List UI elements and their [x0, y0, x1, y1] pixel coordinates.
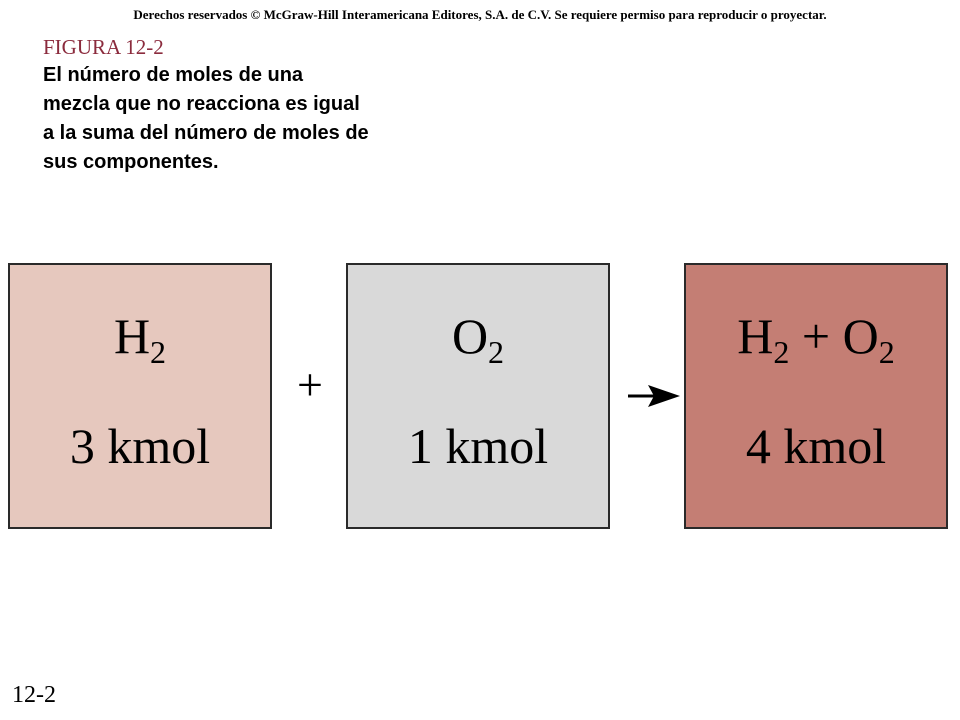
mixture-o-element: O	[842, 308, 879, 364]
figure-caption: El número de moles de una mezcla que no reacciona es igual a la suma del número de moles de sus componentes.	[43, 64, 369, 173]
figure-label: FIGURA 12-2	[43, 35, 164, 59]
mixture-formula	[686, 307, 946, 370]
mixture-amount: 4 kmol	[745, 418, 887, 474]
copyright-notice: Derechos reservados © McGraw-Hill Interamericana Editores, S.A. de C.V. Se requiere permiso para reproducir o proyectar.	[133, 7, 827, 22]
mixture-box	[684, 263, 948, 529]
h2-amount: 3 kmol	[69, 418, 211, 474]
mixture-o-subscript: 2	[878, 334, 895, 370]
o2-element: O	[451, 308, 489, 364]
mixture-h-subscript: 2	[773, 334, 790, 370]
h2-formula	[10, 307, 270, 370]
o2-box	[346, 263, 610, 529]
o2-formula	[348, 307, 608, 370]
plus-sign: +	[297, 359, 323, 410]
h2-box	[8, 263, 272, 529]
o2-subscript: 2	[488, 334, 505, 370]
page-number: 12-2	[12, 682, 56, 708]
o2-amount: 1 kmol	[407, 418, 549, 474]
mixture-h-element: H	[737, 308, 774, 364]
h2-subscript: 2	[150, 334, 167, 370]
mixture-joiner: +	[789, 308, 843, 364]
h2-element: H	[113, 308, 151, 364]
right-arrow-icon	[626, 382, 682, 410]
